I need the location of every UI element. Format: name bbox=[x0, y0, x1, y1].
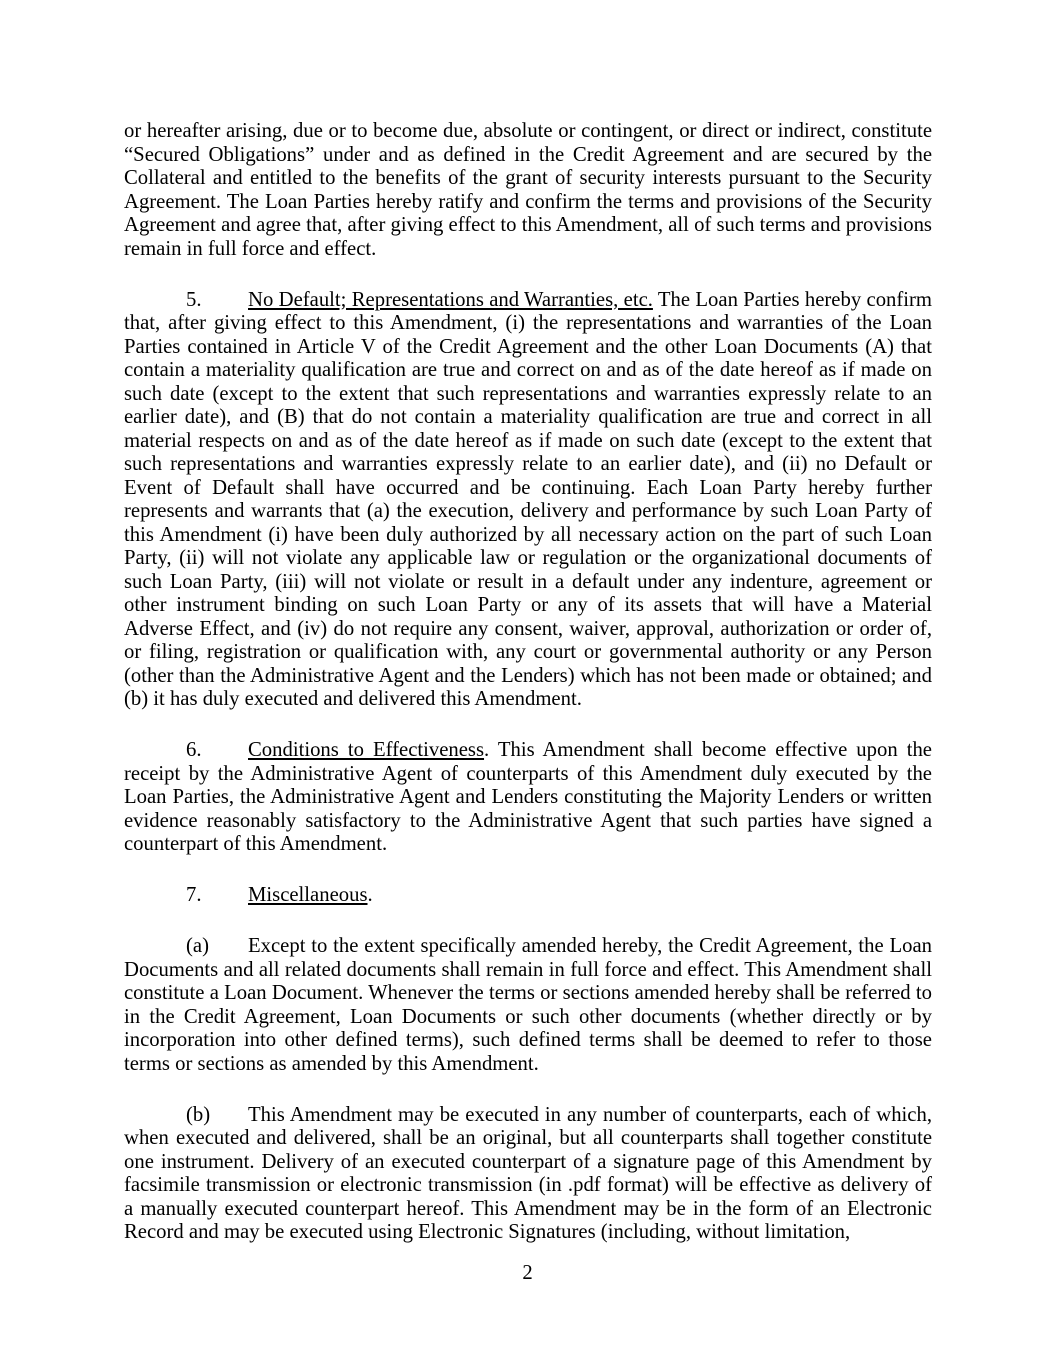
section-5-number: 5. bbox=[186, 288, 202, 311]
section-7-body: . bbox=[367, 884, 373, 906]
page-number: 2 bbox=[522, 1262, 533, 1284]
section-5-body: The Loan Parties hereby confirm that, after giving effect to this Amendment, (i) the representations and warranties of the Loan Parties contained in Article V of the Credit Agreement and the other Loan Documents (A) that contain a materiality qualification are true and correct on and as of the date hereof as if made on such date (except to the extent that such representations and warranties expressly relate to an earlier date), and (B) that do not contain a materiality qualification are true and correct in all material respects on and as of the date hereof as if made on such date (except to the extent that such representations and warranties expressly relate to an earlier date), and (ii) no Default or Event of Default shall have occurred and be continuing. Each Loan Party hereby further represents and warrants that (a) the execution, delivery and performance by such Loan Party of this Amendment (i) have been duly authorized by all necessary action on the part of such Loan Party, (ii) will not violate any applicable law or regulation or the organizational documents of such Loan Party, (iii) will not violate or result in a default under any indenture, agreement or other instrument binding on such Loan Party or any of its assets that will have a Material Adverse Effect, and (iv) do not require any consent, waiver, approval, authorization or order of, or filing, registration or qualification with, any court or governmental authority or any Person (other than the Administrative Agent and the Lenders) which has not been made or obtained; and (b) it has duly executed and delivered this Amendment. bbox=[124, 288, 933, 710]
subsection-b-label: (b) bbox=[186, 1103, 211, 1126]
section-7-paragraph bbox=[124, 884, 932, 908]
subsection-b-paragraph bbox=[124, 1104, 932, 1245]
section-5-paragraph bbox=[124, 289, 932, 712]
paragraph-continuation-text: or hereafter arising, due or to become due, absolute or contingent, or direct or indirect, constitute “Secured Obligations” under and as defined in the Credit Agreement and are secured by the Collateral and entitled to the benefits of the grant of security interests pursuant to the Security Agreement. The Loan Parties hereby ratify and confirm the terms and provisions of the Security Agreement and agree that, after giving effect to this Amendment, all of such terms and provisions remain in full force and effect. bbox=[124, 120, 932, 260]
section-6-body: . This Amendment shall become effective upon the receipt by the Administrative Agent of counterparts of this Amendment duly executed by the Loan Parties, the Administrative Agent and Lenders constituting the Majority Lenders or written evidence reasonably satisfactory to the Administrative Agent that such parties have signed a counterpart of this Amendment. bbox=[124, 739, 932, 855]
subsection-b-body: This Amendment may be executed in any number of counterparts, each of which, when executed and delivered, shall be an original, but all counterparts shall together constitute one instrument. Delivery of an executed counterpart of a signature page of this Amendment by facsimile transmission or electronic transmission (in .pdf format) will be effective as delivery of a manually executed counterpart hereof. This Amendment may be in the form of an Electronic Record and may be executed using Electronic Signatures (including, without limitation, bbox=[124, 1103, 932, 1243]
subsection-a-paragraph bbox=[124, 935, 932, 1076]
subsection-a-label: (a) bbox=[186, 935, 209, 957]
document-content bbox=[124, 120, 932, 1245]
section-6-number: 6. bbox=[186, 739, 202, 761]
section-6-title: Conditions to Effectiveness bbox=[248, 739, 485, 761]
subsection-a-body: Except to the extent specifically amended hereby, the Credit Agreement, the Loan Documents and all related documents shall remain in full force and effect. This Amendment shall constitute a Loan Document. Whenever the terms or sections amended hereby shall be referred to in the Credit Agreement, Loan Documents or such other documents (whether directly or by incorporation into other defined terms), such defined terms shall be deemed to refer to those terms or sections as amended by this Amendment. bbox=[124, 935, 932, 1075]
section-7-title: Miscellaneous bbox=[248, 884, 368, 906]
page-footer bbox=[0, 1262, 1055, 1286]
section-5-title: No Default; Representations and Warranties, etc. bbox=[248, 288, 653, 311]
paragraph-continuation bbox=[124, 120, 932, 261]
section-7-number: 7. bbox=[186, 884, 202, 906]
section-6-paragraph bbox=[124, 739, 932, 857]
